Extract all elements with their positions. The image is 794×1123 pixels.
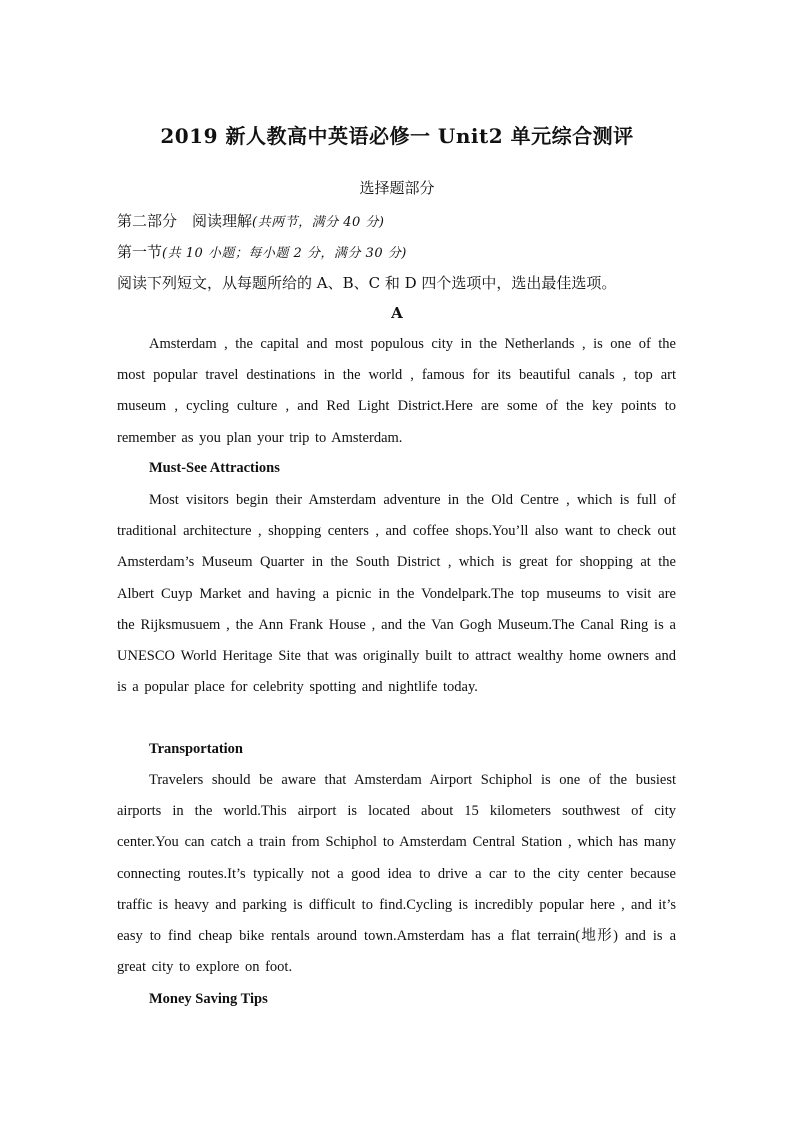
- heading-transportation: Transportation: [149, 741, 243, 757]
- part-note: (共两节，满分 40 分): [252, 215, 385, 230]
- section-note: (共 10 小题；每小题 2 分，满分 30 分): [162, 246, 407, 261]
- section-subtitle: 选择题部分: [359, 179, 435, 197]
- document-title: 2019 新人教高中英语必修一 Unit2 单元综合测评: [160, 124, 634, 148]
- section-label: 第一节: [117, 243, 163, 261]
- instruction-text: 阅读下列短文，从每题所给的 A、B、C 和 D 四个选项中，选出最佳选项。: [117, 274, 617, 292]
- section-heading: [117, 241, 407, 262]
- part-heading: [117, 210, 384, 231]
- heading-money-saving: Money Saving Tips: [149, 991, 268, 1007]
- heading-attractions: Must-See Attractions: [149, 460, 280, 476]
- paragraph-attractions: Most visitors begin their Amsterdam adventure in the Old Centre , which is full of traditional architecture , shopping centers , and coffee shops.You’ll also want to check out Amsterdam’s Museum Quarter in the South District , which is great for shopping at the Albert Cuyp Market and having a picnic in the Vondelpark.The top museums to visit are the Rijksmusuem , the Ann Frank House , and the Van Gogh Museum.The Canal Ring is a UNESCO World Heritage Site that was originally built to attract wealthy home owners and is a popular place for celebrity spotting and nightlife today.: [117, 492, 676, 696]
- paragraph-transportation: Travelers should be aware that Amsterdam Airport Schiphol is one of the busiest airports in the world.This airport is located about 15 kilometers southwest of city center.You can catch a train from Schiphol to Amsterdam Central Station , which has many connecting routes.It’s typically not a good idea to drive a car to the city center because traffic is heavy and parking is difficult to find.Cycling is incredibly popular here , and it’s easy to find cheap bike rentals around town.Amsterdam has a flat terrain(地形) and is a great city to explore on foot.: [117, 772, 676, 976]
- passage-letter: A: [391, 304, 403, 322]
- part-label: 第二部分 阅读理解: [117, 212, 253, 230]
- paragraph-intro: Amsterdam , the capital and most populous city in the Netherlands , is one of the most popular travel destinations in the world , famous for its beautiful canals , top art museum , cycling culture , and Red Light District.Here are some of the key points to remember as you plan your trip to Amsterdam.: [117, 336, 676, 446]
